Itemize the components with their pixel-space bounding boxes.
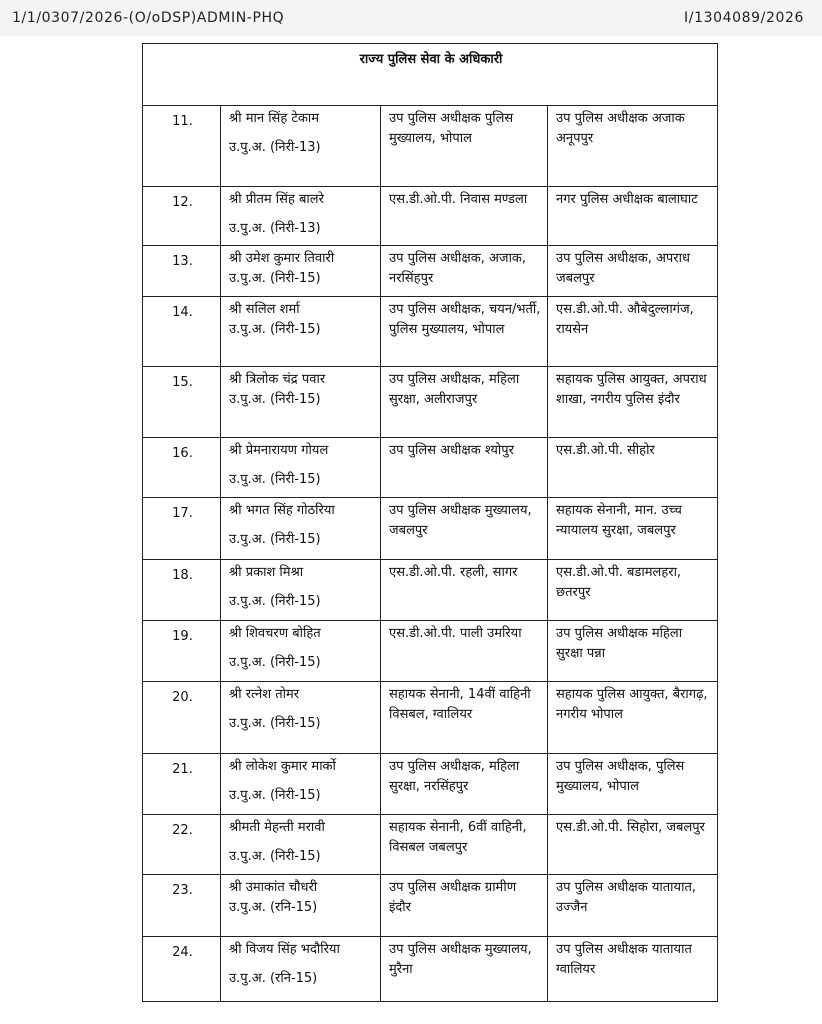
table-row <box>143 498 718 560</box>
officer-cell <box>221 937 381 1002</box>
officer-name: श्री प्रेमनारायण गोयल <box>229 443 329 458</box>
current-posting: एस.डी.ओ.पी. रहली, सागर <box>381 560 548 621</box>
new-posting: उप पुलिस अधीक्षक यातायात, उज्जैन <box>548 875 718 937</box>
officer-name: श्री रत्नेश तोमर <box>229 687 300 702</box>
officer-cell <box>221 682 381 754</box>
officer-rank: उ.पु.अ. (निरी-15) <box>229 271 321 286</box>
current-posting: एस.डी.ओ.पी. निवास मण्डला <box>381 187 548 246</box>
current-posting: उप पुलिस अधीक्षक, महिला सुरक्षा, नरसिंहपुर <box>381 754 548 815</box>
serial-number: 13. <box>143 246 221 297</box>
officer-name: श्रीमती मेहन्ती मरावी <box>229 820 325 835</box>
table-row <box>143 438 718 498</box>
table-row <box>143 560 718 621</box>
officer-name: श्री त्रिलोक चंद्र पवार <box>229 372 326 387</box>
serial-number: 12. <box>143 187 221 246</box>
officer-name: श्री लोकेश कुमार मार्को <box>229 759 336 774</box>
officer-cell <box>221 367 381 438</box>
new-posting: एस.डी.ओ.पी. बडामलहरा, छतरपुर <box>548 560 718 621</box>
officer-name: श्री उमेश कुमार तिवारी <box>229 251 335 266</box>
officer-cell <box>221 875 381 937</box>
officer-cell <box>221 187 381 246</box>
current-posting: उप पुलिस अधीक्षक पुलिस मुख्यालय, भोपाल <box>381 106 548 187</box>
new-posting: उप पुलिस अधीक्षक अजाक अनूपपुर <box>548 106 718 187</box>
table-title-row <box>143 44 718 106</box>
serial-number: 15. <box>143 367 221 438</box>
new-posting: एस.डी.ओ.पी. औबेदुल्लागंज, रायसेन <box>548 297 718 367</box>
officer-rank: उ.पु.अ. (निरी-15) <box>229 849 321 864</box>
officer-cell <box>221 621 381 682</box>
current-posting: सहायक सेनानी, 14वीं वाहिनी विसबल, ग्वालियर <box>381 682 548 754</box>
current-posting: एस.डी.ओ.पी. पाली उमरिया <box>381 621 548 682</box>
current-posting: उप पुलिस अधीक्षक मुख्यालय, मुरैना <box>381 937 548 1002</box>
serial-number: 18. <box>143 560 221 621</box>
new-posting: एस.डी.ओ.पी. सिहोरा, जबलपुर <box>548 815 718 875</box>
transfer-table <box>142 43 718 1002</box>
new-posting: एस.डी.ओ.पी. सीहोर <box>548 438 718 498</box>
officer-cell <box>221 438 381 498</box>
serial-number: 21. <box>143 754 221 815</box>
serial-number: 19. <box>143 621 221 682</box>
table-row <box>143 187 718 246</box>
serial-number: 16. <box>143 438 221 498</box>
officer-name: श्री विजय सिंह भदौरिया <box>229 942 340 957</box>
table-row <box>143 106 718 187</box>
officer-name: श्री प्रीतम सिंह बालरे <box>229 192 324 207</box>
officer-name: श्री प्रकाश मिश्रा <box>229 565 304 580</box>
current-posting: उप पुलिस अधीक्षक, अजाक, नरसिंहपुर <box>381 246 548 297</box>
table-row <box>143 754 718 815</box>
new-posting: उप पुलिस अधीक्षक, अपराध जबलपुर <box>548 246 718 297</box>
new-posting: सहायक पुलिस आयुक्त, बैरागढ़, नगरीय भोपाल <box>548 682 718 754</box>
table-title: राज्य पुलिस सेवा के अधिकारी <box>143 44 718 106</box>
officer-cell <box>221 815 381 875</box>
officer-rank: उ.पु.अ. (निरी-15) <box>229 594 321 609</box>
officer-rank: उ.पु.अ. (निरी-15) <box>229 322 321 337</box>
table-body <box>143 106 718 1002</box>
serial-number: 23. <box>143 875 221 937</box>
table-row <box>143 246 718 297</box>
officer-cell <box>221 106 381 187</box>
serial-number: 20. <box>143 682 221 754</box>
officer-rank: उ.पु.अ. (निरी-13) <box>229 140 321 155</box>
officer-rank: उ.पु.अ. (निरी-15) <box>229 532 321 547</box>
officer-cell <box>221 754 381 815</box>
table-row <box>143 682 718 754</box>
serial-number: 11. <box>143 106 221 187</box>
serial-number: 24. <box>143 937 221 1002</box>
new-posting: सहायक सेनानी, मान. उच्च न्यायालय सुरक्षा, जबलपुर <box>548 498 718 560</box>
officer-name: श्री सलिल शर्मा <box>229 302 300 317</box>
current-posting: सहायक सेनानी, 6वीं वाहिनी, विसबल जबलपुर <box>381 815 548 875</box>
new-posting: सहायक पुलिस आयुक्त, अपराध शाखा, नगरीय पुलिस इंदौर <box>548 367 718 438</box>
new-posting: उप पुलिस अधीक्षक, पुलिस मुख्यालय, भोपाल <box>548 754 718 815</box>
new-posting: नगर पुलिस अधीक्षक बालाघाट <box>548 187 718 246</box>
table-row <box>143 875 718 937</box>
new-posting: उप पुलिस अधीक्षक महिला सुरक्षा पन्ना <box>548 621 718 682</box>
officer-rank: उ.पु.अ. (निरी-15) <box>229 655 321 670</box>
officer-name: श्री मान सिंह टेकाम <box>229 111 320 126</box>
officer-name: श्री उमाकांत चौधरी <box>229 880 318 895</box>
reference-number-right: I/1304089/2026 <box>684 10 804 26</box>
officer-rank: उ.पु.अ. (निरी-15) <box>229 788 321 803</box>
officer-cell <box>221 560 381 621</box>
current-posting: उप पुलिस अधीक्षक, महिला सुरक्षा, अलीराजपुर <box>381 367 548 438</box>
table-row <box>143 937 718 1002</box>
officer-rank: उ.पु.अ. (रनि-15) <box>229 900 318 915</box>
officer-name: श्री शिवचरण बोहित <box>229 626 321 641</box>
document-header <box>0 0 822 36</box>
officer-rank: उ.पु.अ. (रनि-15) <box>229 971 318 986</box>
table-row <box>143 621 718 682</box>
table-row <box>143 815 718 875</box>
serial-number: 17. <box>143 498 221 560</box>
reference-number-left: 1/1/0307/2026-(O/oDSP)ADMIN-PHQ <box>12 10 285 26</box>
officer-cell <box>221 297 381 367</box>
current-posting: उप पुलिस अधीक्षक मुख्यालय, जबलपुर <box>381 498 548 560</box>
officer-rank: उ.पु.अ. (निरी-15) <box>229 716 321 731</box>
current-posting: उप पुलिस अधीक्षक श्योपुर <box>381 438 548 498</box>
current-posting: उप पुलिस अधीक्षक ग्रामीण इंदौर <box>381 875 548 937</box>
current-posting: उप पुलिस अधीक्षक, चयन/भर्ती, पुलिस मुख्यालय, भोपाल <box>381 297 548 367</box>
serial-number: 22. <box>143 815 221 875</box>
table-row <box>143 367 718 438</box>
officer-cell <box>221 246 381 297</box>
officer-cell <box>221 498 381 560</box>
officer-name: श्री भगत सिंह गोठरिया <box>229 503 335 518</box>
new-posting: उप पुलिस अधीक्षक यातायात ग्वालियर <box>548 937 718 1002</box>
table-row <box>143 297 718 367</box>
officer-rank: उ.पु.अ. (निरी-13) <box>229 221 321 236</box>
officer-rank: उ.पु.अ. (निरी-15) <box>229 392 321 407</box>
serial-number: 14. <box>143 297 221 367</box>
officer-rank: उ.पु.अ. (निरी-15) <box>229 472 321 487</box>
